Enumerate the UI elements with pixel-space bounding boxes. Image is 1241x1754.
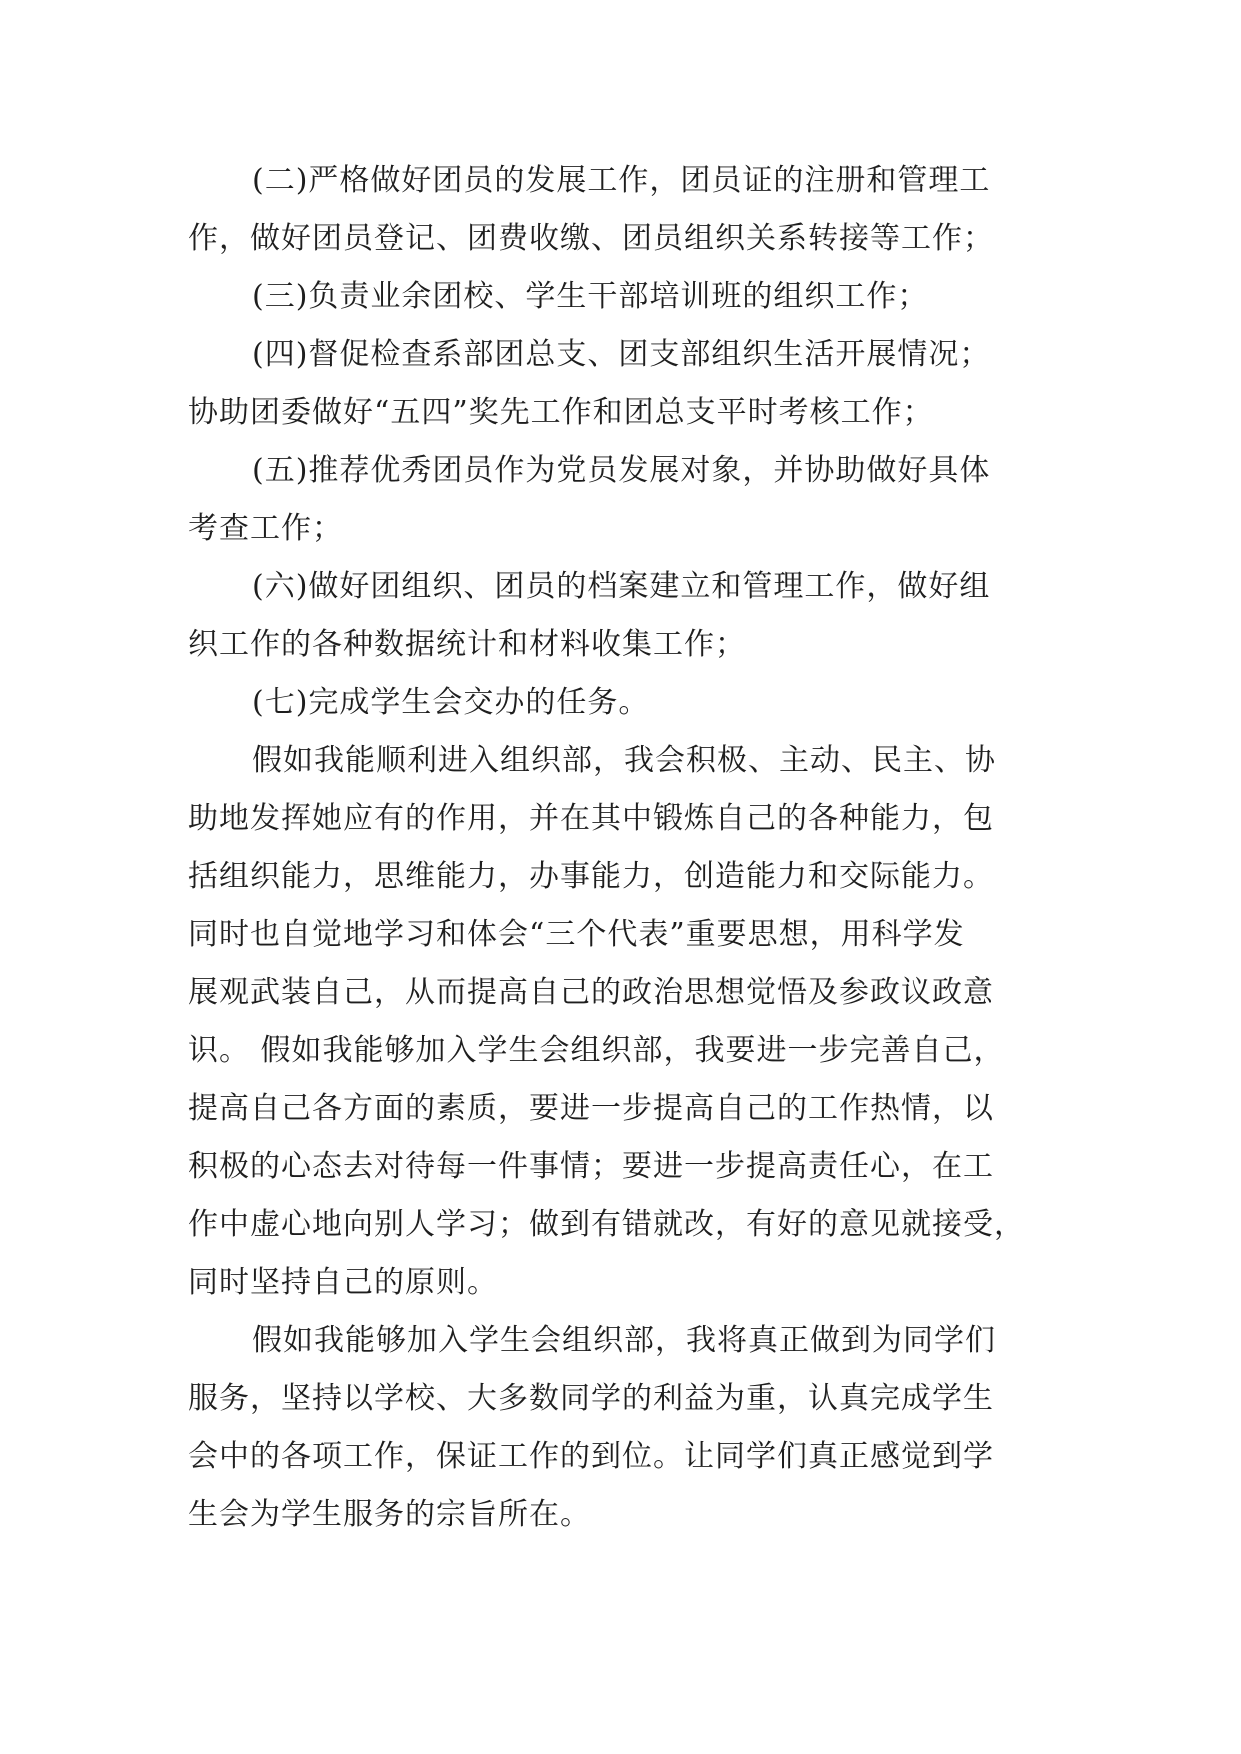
- text-line: 假如我能顺利进入组织部，我会积极、主动、民主、协: [252, 743, 996, 778]
- text-line: 会中的各项工作，保证工作的到位。让同学们真正感觉到学: [188, 1439, 994, 1474]
- text-line: 识。 假如我能够加入学生会组织部，我要进一步完善自己，: [188, 1033, 1005, 1068]
- text-line: 假如我能够加入学生会组织部，我将真正做到为同学们: [252, 1323, 996, 1358]
- text-line: 助地发挥她应有的作用，并在其中锻炼自己的各种能力，包: [188, 801, 994, 836]
- text-line: 同时也自觉地学习和体会“三个代表”重要思想，用科学发: [188, 917, 965, 952]
- text-line: (四)督促检查系部团总支、团支部组织生活开展情况；: [252, 337, 991, 372]
- text-line: (二)严格做好团员的发展工作，团员证的注册和管理工: [252, 163, 991, 198]
- text-line: 织工作的各种数据统计和材料收集工作；: [188, 627, 746, 662]
- text-line: (七)完成学生会交办的任务。: [252, 685, 650, 720]
- text-line: 作中虚心地向别人学习；做到有错就改，有好的意见就接受，: [188, 1207, 1025, 1242]
- text-line: (六)做好团组织、团员的档案建立和管理工作，做好组: [252, 569, 991, 604]
- text-line: 考查工作；: [188, 511, 343, 546]
- text-line: 服务，坚持以学校、大多数同学的利益为重，认真完成学生: [188, 1381, 994, 1416]
- text-line: 展观武装自己，从而提高自己的政治思想觉悟及参政议政意: [188, 975, 994, 1010]
- text-line: (五)推荐优秀团员作为党员发展对象，并协助做好具体: [252, 453, 991, 488]
- text-line: 生会为学生服务的宗旨所在。: [188, 1497, 591, 1532]
- text-line: (三)负责业余团校、学生干部培训班的组织工作；: [252, 279, 929, 314]
- text-line: 括组织能力，思维能力，办事能力，创造能力和交际能力。: [188, 859, 994, 894]
- text-line: 同时坚持自己的原则。: [188, 1265, 498, 1300]
- text-line: 提高自己各方面的素质，要进一步提高自己的工作热情，以: [188, 1091, 994, 1126]
- text-line: 积极的心态去对待每一件事情；要进一步提高责任心，在工: [188, 1149, 994, 1184]
- text-line: 作，做好团员登记、团费收缴、团员组织关系转接等工作；: [188, 221, 994, 256]
- document-body: [188, 152, 1062, 1544]
- text-line: 协助团委做好“五四”奖先工作和团总支平时考核工作；: [188, 395, 934, 430]
